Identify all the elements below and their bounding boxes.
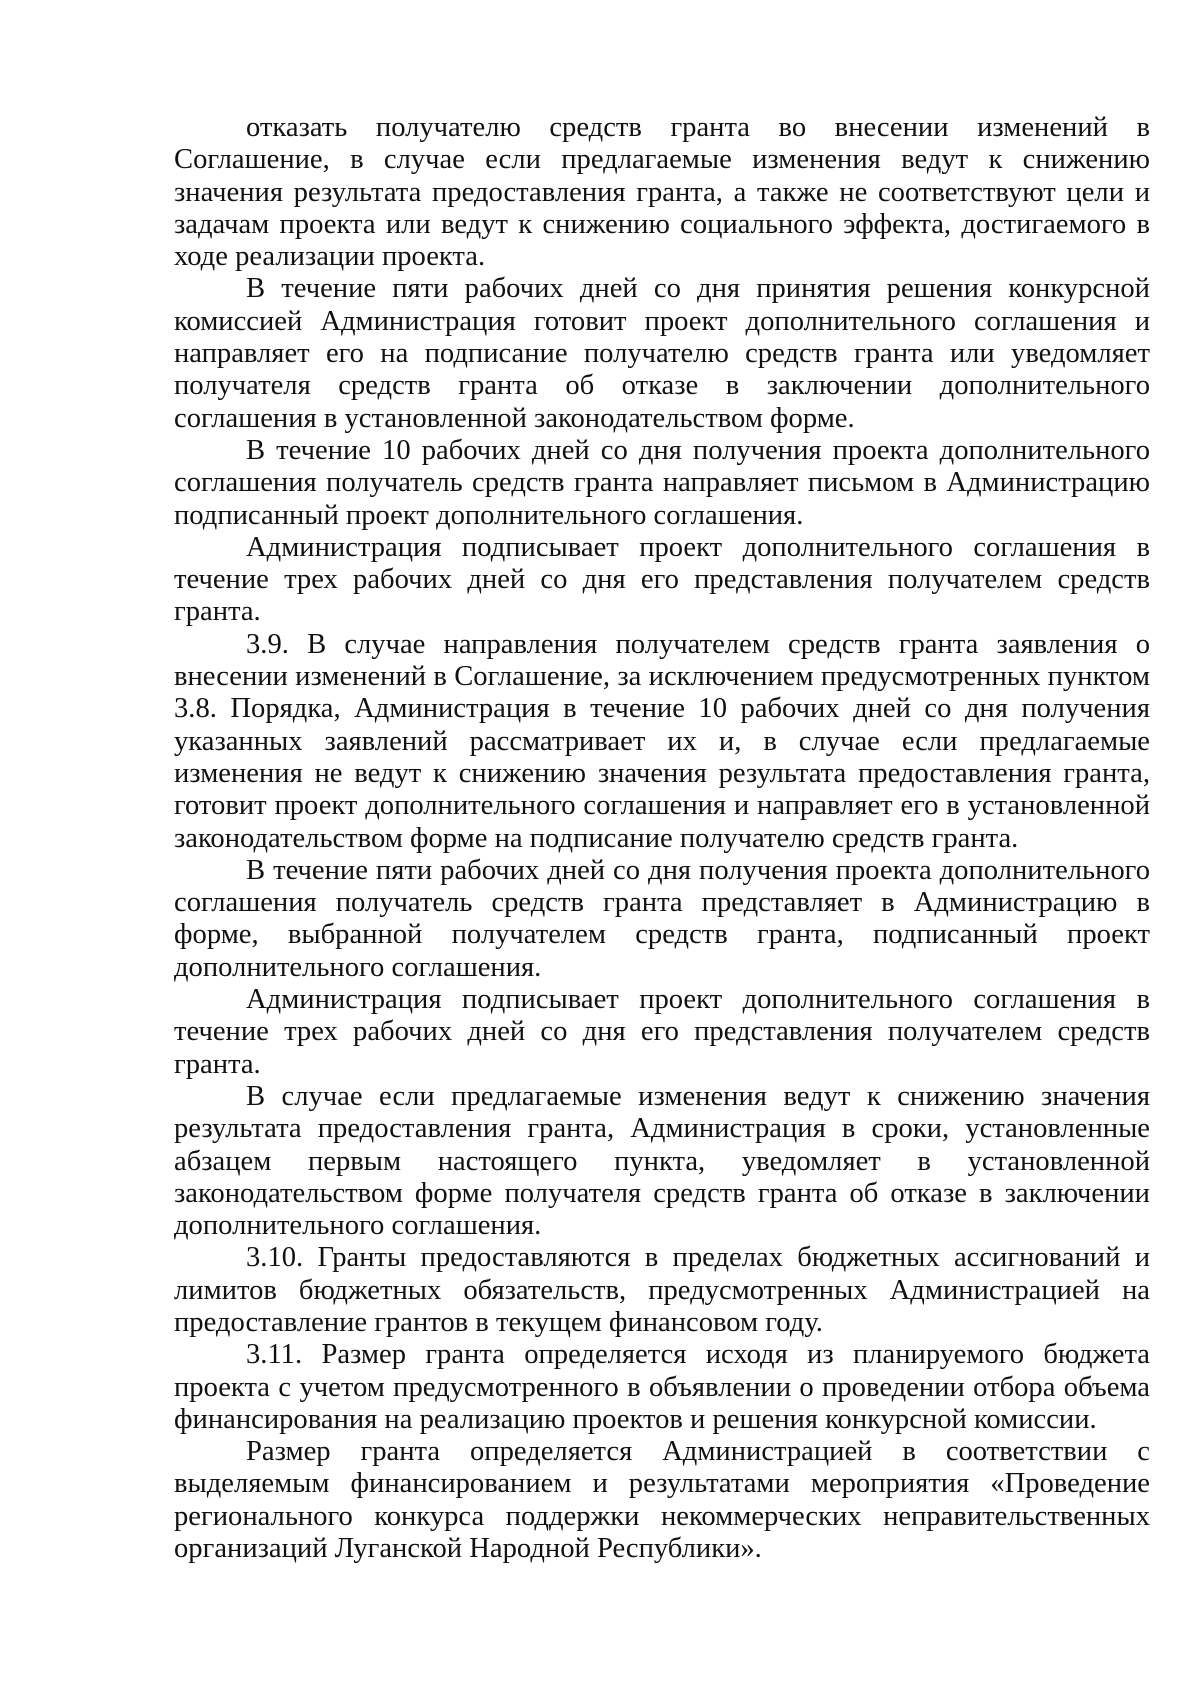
paragraph-ten-days-recipient: В течение 10 рабочих дней со дня получения проекта дополнительного соглашения получатель средств гранта направляет письмом в Администрацию подписанный проект дополнительного соглашения. [174, 434, 1150, 531]
paragraph-clause-3-9: 3.9. В случае направления получателем средств гранта заявления о внесении изменений в Соглашение, за исключением предусмотренных пунктом 3.8. Порядка, Администрация в течение 10 рабочих дней со дня получения указанных заявлений рассматривает их и, в случае если предлагаемые изменения не ведут к снижению значения результата предоставления гранта, готовит проект дополнительного соглашения и направляет его в установленной законодательством форме на подписание получателю средств гранта. [174, 628, 1150, 854]
paragraph-administration-signs: Администрация подписывает проект дополнительного соглашения в течение трех рабочих дней со дня его представления получателем средств гранта. [174, 531, 1150, 628]
paragraph-grant-size: Размер гранта определяется Администрацией в соответствии с выделяемым финансированием и результатами мероприятия «Проведение регионального конкурса поддержки некоммерческих неправительственных организаций Луганской Народной Республики». [174, 1436, 1150, 1565]
paragraph-administration-signs-2: Администрация подписывает проект дополнительного соглашения в течение трех рабочих дней со дня его представления получателем средств гранта. [174, 984, 1150, 1080]
paragraph-refusal-notice: В случае если предлагаемые изменения ведут к снижению значения результата предоставления гранта, Администрация в сроки, установленные абзацем первым настоящего пункта, уведомляет в установленной законодательством форме получателя средств гранта об отказе в заключении дополнительного соглашения. [174, 1080, 1150, 1242]
paragraph-five-days-commission: В течение пяти рабочих дней со дня принятия решения конкурсной комиссией Администрация готовит проект дополнительного соглашения и направляет его на подписание получателю средств гранта или уведомляет получателя средств гранта об отказе в заключении дополнительного соглашения в установленной законодательством форме. [174, 273, 1150, 434]
paragraph-clause-3-10: 3.10. Гранты предоставляются в пределах бюджетных ассигнований и лимитов бюджетных обязательств, предусмотренных Администрацией на предоставление грантов в текущем финансовом году. [174, 1242, 1150, 1338]
document-page [174, 112, 1150, 1565]
paragraph-clause-3-11: 3.11. Размер гранта определяется исходя из планируемого бюджета проекта с учетом предусмотренного в объявлении о проведении отбора объема финансирования на реализацию проектов и решения конкурсной комиссии. [174, 1339, 1150, 1435]
paragraph-five-days-recipient: В течение пяти рабочих дней со дня получения проекта дополнительного соглашения получатель средств гранта представляет в Администрацию в форме, выбранной получателем средств гранта, подписанный проект дополнительного соглашения. [174, 854, 1150, 983]
paragraph-refusal-grounds: отказать получателю средств гранта во внесении изменений в Соглашение, в случае если предлагаемые изменения ведут к снижению значения результата предоставления гранта, а также не соответствуют цели и задачам проекта или ведут к снижению социального эффекта, достигаемого в ходе реализации проекта. [174, 112, 1150, 273]
